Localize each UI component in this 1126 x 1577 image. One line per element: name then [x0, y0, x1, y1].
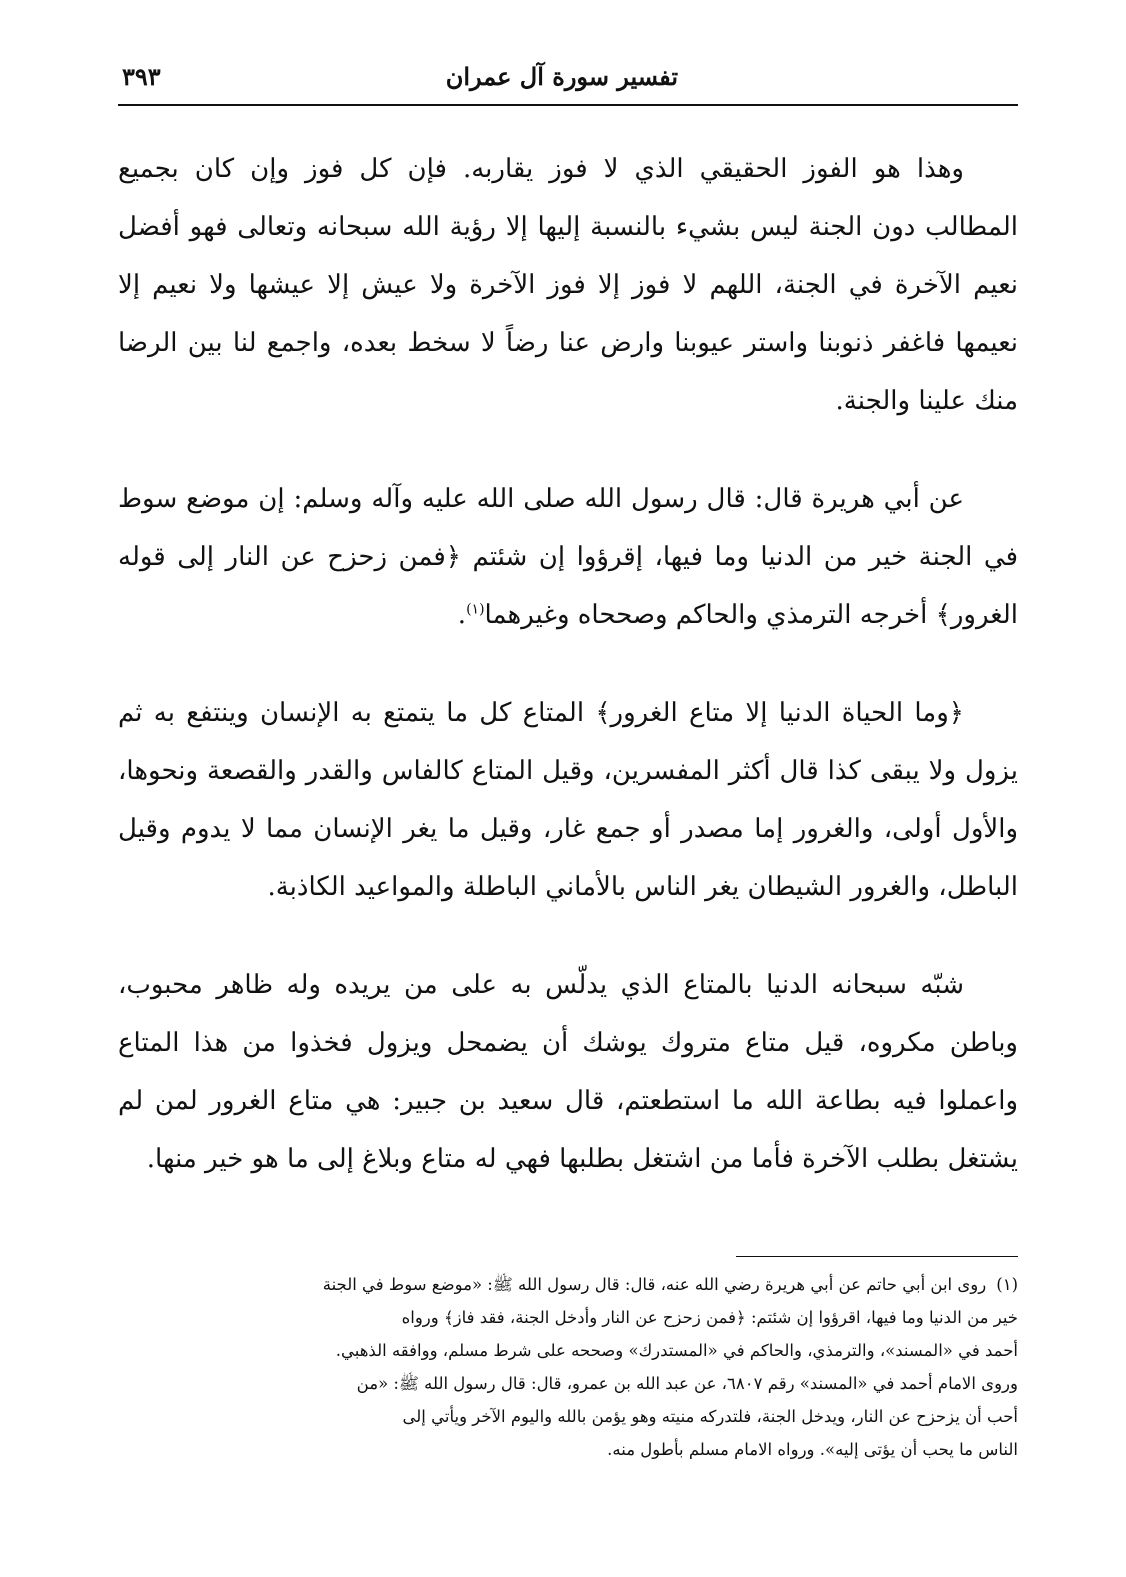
paragraph: شبّه سبحانه الدنيا بالمتاع الذي يدلّس به على من يريده وله ظاهر محبوب، وباطن مكروه، قيل متاع متروك يوشك أن يضمحل ويزول فخذوا من هذا المتاع واعملوا فيه بطاعة الله ما استطعتم، قال سعيد بن جبير: هي متاع الغرور لمن لم يشتغل بطلب الآخرة فأما من اشتغل بطلبها فهي له متاع وبلاغ إلى ما هو خير منها. [118, 970, 1018, 1174]
header-title: تفسير سورة آل عمران [445, 62, 678, 91]
footnote-line: خير من الدنيا وما فيها، اقرؤوا إن شئتم: ﴿فمن زحزح عن النار وأدخل الجنة، فقد فاز﴾ ورواه [401, 1308, 1018, 1327]
paragraph: عن أبي هريرة قال: قال رسول الله صلى الله عليه وآله وسلم: إن موضع سوط في الجنة خير من الدنيا وما فيها، إقرؤوا إن شئتم ﴿فمن زحزح عن النار إلى قوله الغرور﴾ أخرجه الترمذي والحاكم وصححاه وغيرهما$^{(١)}$. [118, 484, 1018, 630]
running-header [118, 60, 1018, 106]
footnote-divider [736, 1256, 1018, 1257]
main-text [118, 140, 1018, 1228]
footnote-line: وروى الامام أحمد في «المسند» رقم ٦٨٠٧، عن عبد الله بن عمرو، قال: قال رسول الله ﷺ: «من [356, 1374, 1018, 1393]
footnotes [118, 1268, 1018, 1466]
footnote-line: أحب أن يزحزح عن النار، ويدخل الجنة، فلتدركه منيته وهو يؤمن بالله واليوم الآخر ويأتي إلى [402, 1407, 1018, 1426]
paragraph: وهذا هو الفوز الحقيقي الذي لا فوز يقاربه. فإن كل فوز وإن كان بجميع المطالب دون الجنة ليس بشيء بالنسبة إليها إلا رؤية الله سبحانه وتعالى فهو أفضل نعيم الآخرة في الجنة، اللهم لا فوز إلا فوز الآخرة ولا عيش إلا عيشها ولا نعيم إلا نعيمها فاغفر ذنوبنا واستر عيوبنا وارض عنا رضاً لا سخط بعده، واجمع لنا بين الرضا منك علينا والجنة. [118, 154, 1018, 416]
page-number: ٣٩٣ [122, 62, 161, 91]
footnote-line: أحمد في «المسند»، والترمذي، والحاكم في «المستدرك» وصححه على شرط مسلم، ووافقه الذهبي. [335, 1341, 1018, 1360]
footnote-line: (١)روى ابن أبي حاتم عن أبي هريرة رضي الله عنه، قال: قال رسول الله ﷺ: «موضع سوط في الجنة [118, 1268, 1018, 1301]
footnote-reference: (١) [466, 601, 485, 618]
footnote-marker: (١) [996, 1275, 1018, 1294]
paragraph: ﴿وما الحياة الدنيا إلا متاع الغرور﴾ المتاع كل ما يتمتع به الإنسان وينتفع به ثم يزول ولا يبقى كذا قال أكثر المفسرين، وقيل المتاع كالفاس والقدر والقصعة ونحوها، والأول أولى، والغرور إما مصدر أو جمع غار، وقيل ما يغر الإنسان مما لا يدوم وقيل الباطل، والغرور الشيطان يغر الناس بالأماني الباطلة والمواعيد الكاذبة. [118, 698, 1018, 902]
footnote-line: الناس ما يحب أن يؤتى إليه». ورواه الامام مسلم بأطول منه. [607, 1440, 1018, 1459]
